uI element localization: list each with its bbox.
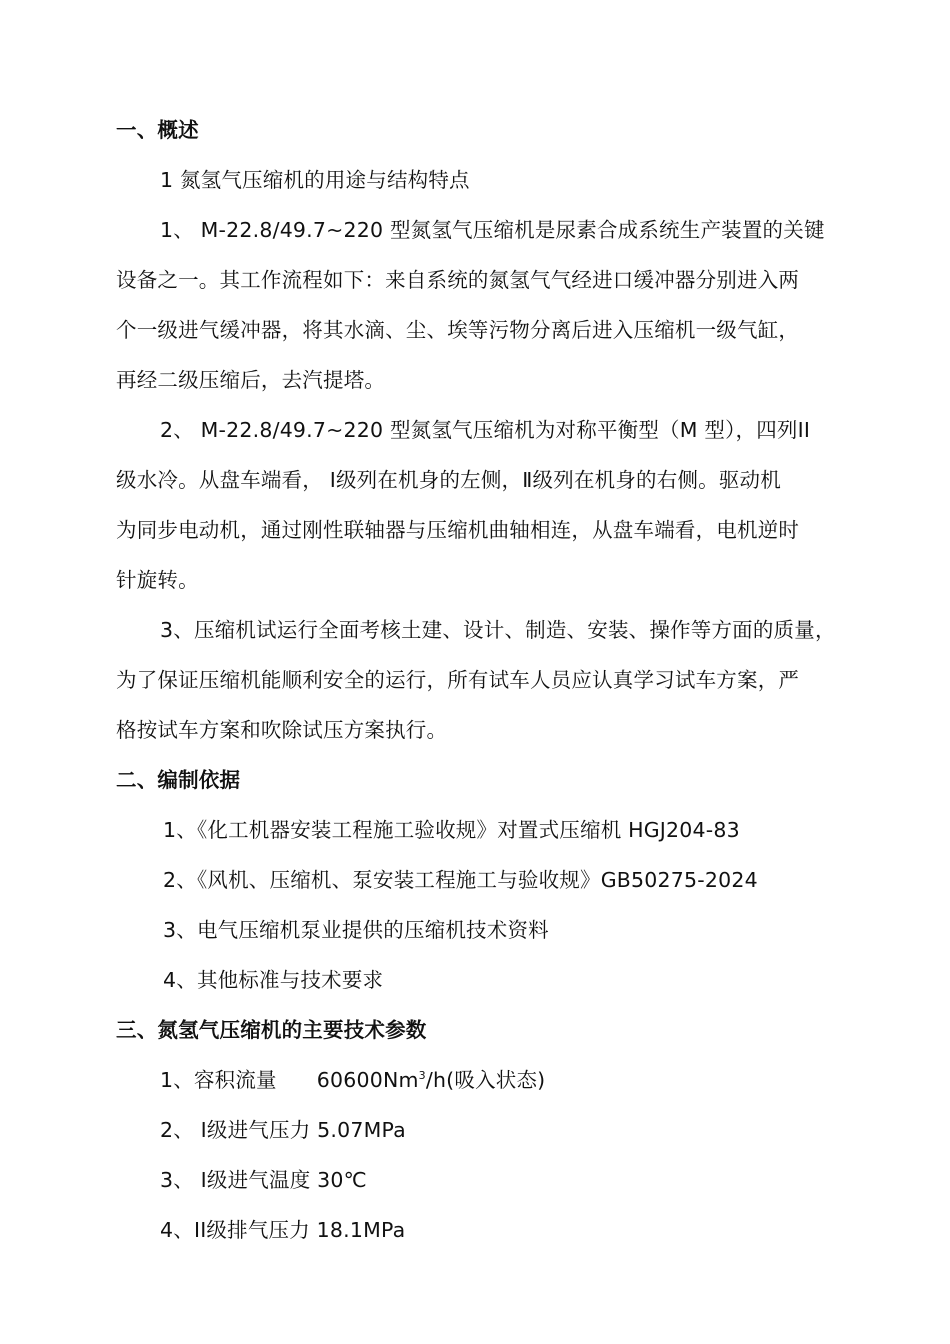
param-discharge-pressure: 4、II级排气压力 18.1MPa	[160, 1218, 406, 1242]
param-flow-exponent: 3	[418, 1069, 426, 1083]
subheading-purpose: 1 氮氢气压缩机的用途与结构特点	[160, 168, 470, 192]
basis-item-3: 3、电气压缩机泵业提供的压缩机技术资料	[163, 918, 549, 942]
para2-line4: 针旋转。	[116, 568, 199, 592]
param-inlet-pressure: 2、 Ⅰ级进气压力 5.07MPa	[160, 1118, 406, 1142]
para1-line4: 再经二级压缩后，去汽提塔。	[116, 368, 386, 392]
para2-line3: 为同步电动机，通过刚性联轴器与压缩机曲轴相连，从盘车端看，电机逆时	[116, 518, 800, 542]
para2-line1: 2、 M-22.8/49.7~220 型氮氢气压缩机为对称平衡型（M 型），四列II	[160, 418, 811, 442]
param-flow-rate	[160, 1066, 545, 1094]
para3-line3: 格按试车方案和吹除试压方案执行。	[116, 718, 448, 742]
param-flow-label: 1、容积流量	[160, 1068, 277, 1092]
para3-line1: 3、压缩机试运行全面考核土建、设计、制造、安装、操作等方面的质量，	[160, 618, 836, 642]
para3-line2: 为了保证压缩机能顺利安全的运行，所有试车人员应认真学习试车方案，严	[116, 668, 800, 692]
param-inlet-temperature: 3、 Ⅰ级进气温度 30℃	[160, 1168, 367, 1192]
section-heading-overview: 一、概述	[116, 118, 199, 142]
basis-item-1: 1、《化工机器安装工程施工验收规》对置式压缩机 HGJ204-83	[163, 818, 740, 842]
para1-line2: 设备之一。其工作流程如下：来自系统的氮氢气气经进口缓冲器分别进入两	[116, 268, 800, 292]
para1-line1: 1、 M-22.8/49.7~220 型氮氢气压缩机是尿素合成系统生产装置的关键	[160, 218, 825, 242]
para2-line2: 级水冷。从盘车端看， Ⅰ级列在机身的左侧，Ⅱ级列在机身的右侧。驱动机	[116, 468, 781, 492]
para1-line3: 个一级进气缓冲器，将其水滴、尘、埃等污物分离后进入压缩机一级气缸，	[116, 318, 800, 342]
param-flow-unit: /h(吸入状态)	[425, 1068, 546, 1092]
basis-item-2: 2、《风机、压缩机、泵安装工程施工与验收规》GB50275-2024	[163, 868, 758, 892]
section-heading-parameters: 三、氮氢气压缩机的主要技术参数	[116, 1018, 427, 1042]
param-flow-value: 60600Nm	[316, 1068, 419, 1092]
basis-item-4: 4、其他标准与技术要求	[163, 968, 384, 992]
section-heading-basis: 二、编制依据	[116, 768, 241, 792]
